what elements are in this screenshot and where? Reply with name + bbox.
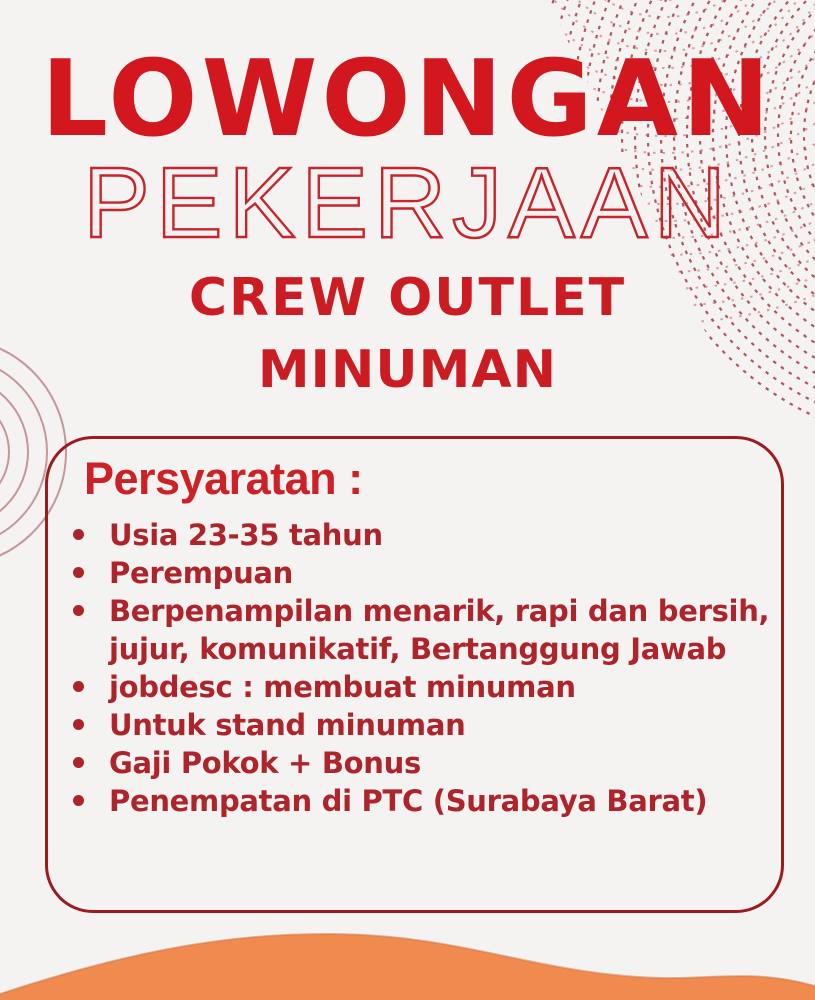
requirements-heading: Persyaratan : [84, 453, 363, 504]
list-item [48, 554, 781, 592]
bullet-dot [73, 795, 84, 806]
list-item-text: jujur, komunikatif, Bertanggung Jawab [109, 632, 727, 666]
bottom-wave-edge [0, 934, 815, 994]
list-item-continuation [48, 630, 781, 668]
bullet-dot [73, 605, 84, 616]
poster-title-line1: LOWONGAN [41, 38, 774, 160]
bullet-dot [73, 681, 84, 692]
list-item-text: Untuk stand minuman [109, 708, 466, 742]
bottom-wave-shape [0, 934, 815, 1000]
list-item [48, 592, 781, 630]
poster-subtitle-line1: CREW OUTLET [188, 268, 627, 328]
list-item [48, 516, 781, 554]
list-item [48, 744, 781, 782]
requirements-box [45, 436, 784, 913]
bullet-dot [73, 719, 84, 730]
list-item-text: Gaji Pokok + Bonus [109, 746, 421, 780]
list-item-text: jobdesc : membuat minuman [109, 670, 576, 704]
poster-title-line2: PEKERJAAN [83, 147, 732, 259]
requirements-list [48, 516, 781, 820]
bullet-dot [73, 529, 84, 540]
list-item-text: Berpenampilan menarik, rapi dan bersih, [109, 594, 770, 628]
list-item-text: Penempatan di PTC (Surabaya Barat) [109, 784, 708, 818]
list-item [48, 668, 781, 706]
list-item-text: Perempuan [109, 556, 294, 590]
bullet-dot [73, 567, 84, 578]
poster-subtitle-line2: MINUMAN [257, 340, 558, 400]
list-item [48, 782, 781, 820]
list-item [48, 706, 781, 744]
bullet-dot [73, 757, 84, 768]
list-item-text: Usia 23-35 tahun [109, 518, 383, 552]
